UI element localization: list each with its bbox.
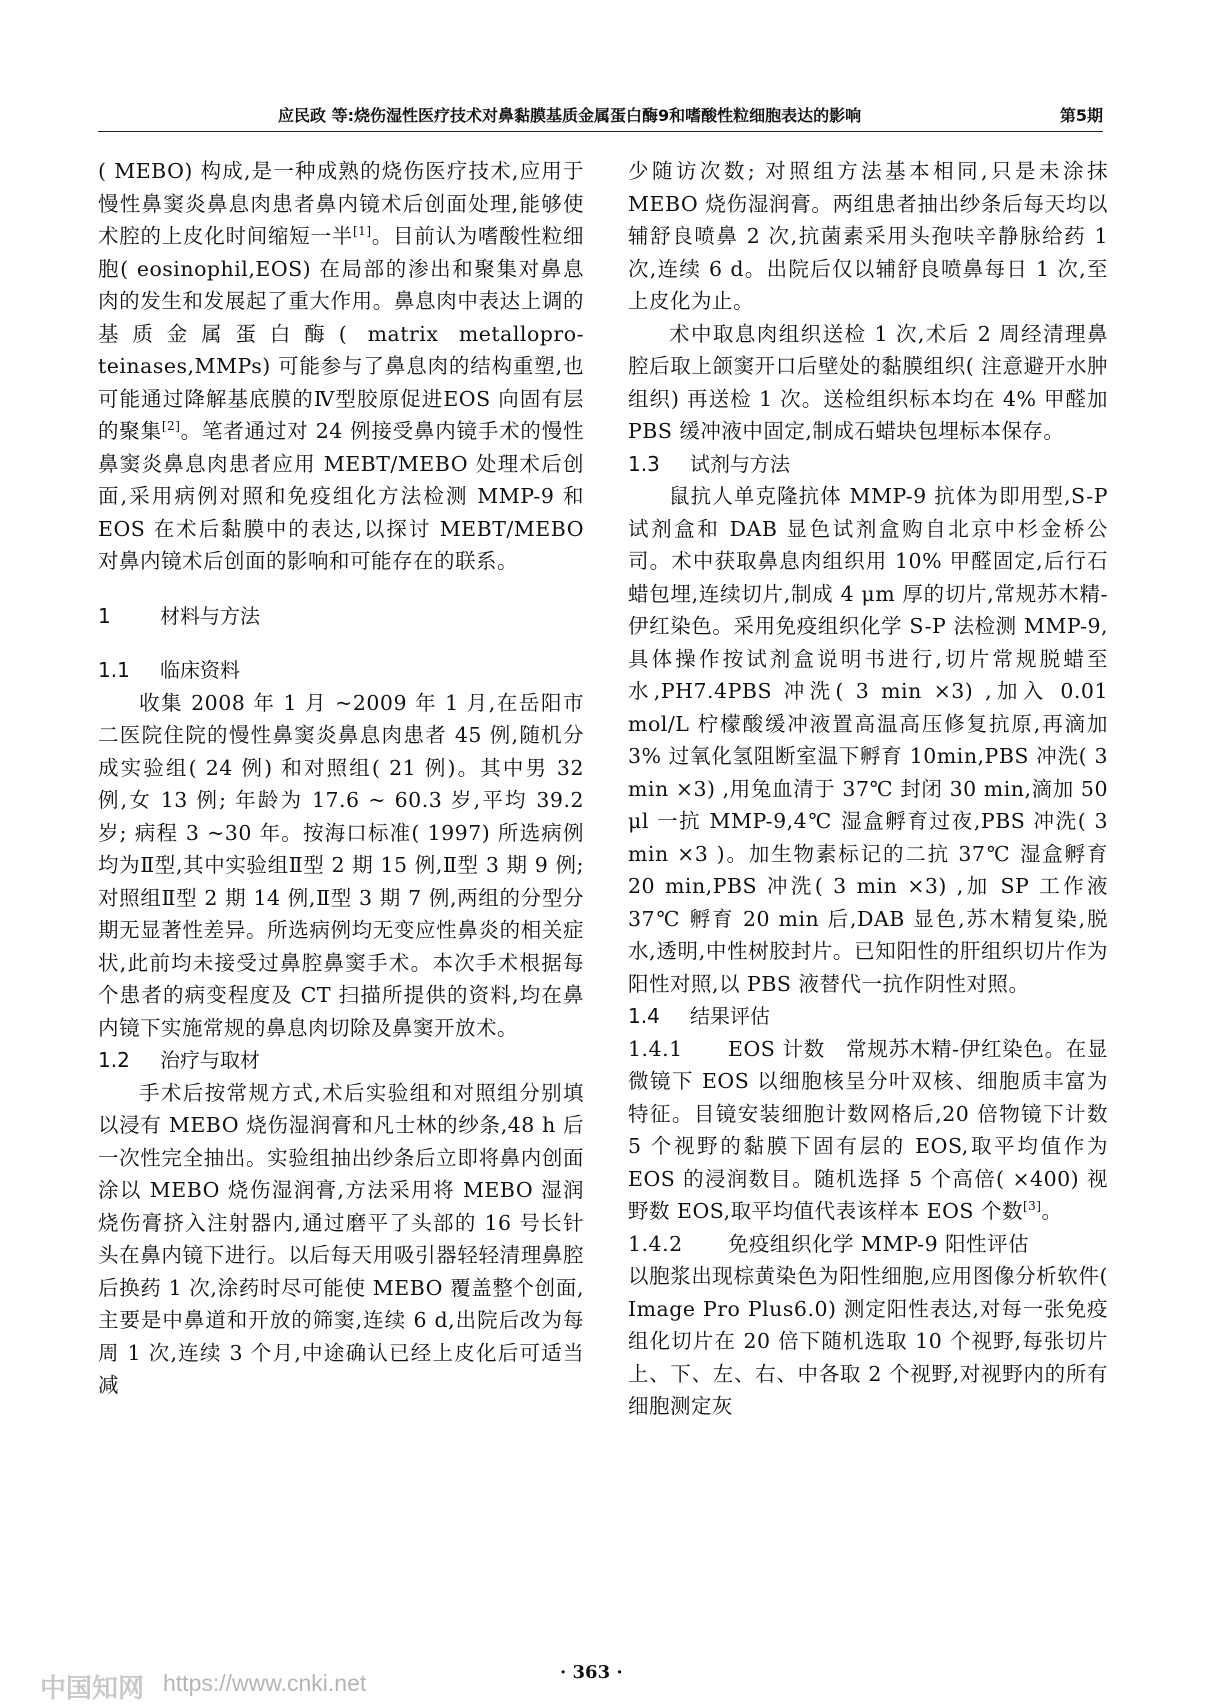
section-heading [98,600,584,633]
subsection-heading [98,1044,584,1077]
citation-ref: [3] [1022,1199,1042,1214]
page-number: · 363 · [560,1662,623,1683]
subsection-title: 治疗与取材 [160,1048,260,1072]
section-number: 1 [98,603,111,628]
cnki-logo: 中国知网 [40,1674,145,1704]
clinical-data-paragraph: 收集 2008 年 1 月 ~2009 年 1 月,在岳阳市二医院住院的慢性鼻窦炎鼻息肉患者 45 例,随机分成实验组( 24 例) 和对照组( 21 例)。其中男 32 例,女 13 例; 年龄为 17.6 ~ 60.3 岁,平均 39.2 岁; 病程 3 ~30 年。按海口标准( 1997) 所选病例均为Ⅱ型,其中实验组Ⅱ型 2 期 15 例,Ⅱ型 3 期 9 例; 对照组Ⅱ型 2 期 14 例,Ⅱ型 3 期 7 例,两组的分型分期无显著性差异。所选病例均无变应性鼻炎的相关症状,此前均未接受过鼻腔鼻窦手术。本次手术根据每个患者的病变程度及 CT 扫描所提供的资料,均在鼻内镜下实施常规的鼻息肉切除及鼻窦开放术。 [98,690,584,1040]
running-title: 应民政 等:烧伤湿性医疗技术对鼻黏膜基质金属蛋白酶9和嗜酸性粒细胞表达的影响 [278,106,862,125]
subsection-heading [98,654,584,687]
subsection-number: 1.4 [628,1004,660,1028]
mmp9-heading [628,1228,1108,1261]
running-header [98,103,1103,131]
issue-number: 第5期 [1059,106,1103,125]
subsection-number: 1.2 [98,1048,130,1072]
subsubsection-number: 1.4.1 [628,1036,683,1061]
header-rule [98,131,1103,132]
eos-count-text: 常规苏木精-伊红染色。在显微镜下 EOS 以细胞核呈分叶双核、细胞质丰富为特征。目镜安装细胞计数网格后,20 倍物镜下计数 5 个视野的黏膜下固有层的 EOS,取平均值作为 EOS 的浸润数目。随机选择 5 个高倍( ×400) 视野数 EOS,取平均值代表该样本 EOS 个数 [628,1036,1108,1223]
mmp9-paragraph: 以胞浆出现棕黄染色为阳性细胞,应用图像分析软件( Image Pro Plus6.0) 测定阳性表达,对每一张免疫组化切片在 20 倍下随机选取 10 个视野,每张切片上、下、左、右、中各取 2 个视野,对视野内的所有细胞测定灰 [628,1264,1108,1418]
citation-ref: [1] [353,224,372,239]
intro-text-a: ( MEBO) 构成,是一种成熟的烧伤医疗技术,应用于慢性鼻窦炎鼻息肉患者鼻内镜术后创面处理,能够使术腔的上皮化时间缩短一半 [98,159,584,248]
intro-text-c: 。笔者通过对 24 例接受鼻内镜手术的慢性鼻窦炎鼻息肉患者应用 MEBT/MEBO 处理术后创面,采用病例对照和免疫组化方法检测 MMP-9 和 EOS 在术后黏膜中的表达,以探讨 MEBT/MEBO 对鼻内镜术后创面的影响和可能存在的联系。 [98,419,584,573]
citation-ref: [2] [161,419,181,434]
subsection-title: 临床资料 [160,658,240,682]
intro-text-b: 。目前认为嗜酸性粒细胞( eosinophil,EOS) 在局部的渗出和聚集对鼻息肉的发生和发展起了重大作用。鼻息肉中表达上调的基质金属蛋白酶( matrix metallopro-teinases,MMPs) 可能参与了鼻息肉的结构重塑,也可能通过降解基底膜的Ⅳ型胶原促进EOS 向固有层的聚集 [98,224,584,443]
subsection-heading [628,1000,1108,1033]
subsection-heading [628,448,1108,481]
sampling-paragraph: 术中取息肉组织送检 1 次,术后 2 周经清理鼻腔后取上颌窦开口后壁处的黏膜组织( 注意避开水肿组织) 再送检 1 次。送检组织标本均在 4% 甲醛加 PBS 缓冲液中固定,制成石蜡块包埋标本保存。 [628,321,1108,443]
left-column [98,155,584,1402]
subsubsection-number: 1.4.2 [628,1231,683,1256]
reagents-paragraph: 鼠抗人单克隆抗体 MMP-9 抗体为即用型,S-P 试剂盒和 DAB 显色试剂盒购自北京中杉金桥公司。术中获取鼻息肉组织用 10% 甲醛固定,后行石蜡包埋,连续切片,制成 4 μm 厚的切片,常规苏木精-伊红染色。采用免疫组织化学 S-P 法检测 MMP-9,具体操作按试剂盒说明书进行,切片常规脱蜡至水,PH7.4PBS 冲洗( 3 min ×3) ,加入 0.01 mol/L 柠檬酸缓冲液置高温高压修复抗原,再滴加 3% 过氧化氢阻断室温下孵育 10min,PBS 冲洗( 3 min ×3) ,用兔血清于 37℃ 封闭 30 min,滴加 50 μl 一抗 MMP-9,4℃ 湿盒孵育过夜,PBS 冲洗( 3 min ×3 )。加生物素标记的二抗 37℃ 湿盒孵育 20 min,PBS 冲洗( 3 min ×3) ,加 SP 工作液 37℃ 孵育 20 min 后,DAB 显色,苏木精复染,脱水,透明,中性树胶封片。已知阳性的肝组织切片作为阳性对照,以 PBS 液替代一抗作阴性对照。 [628,484,1108,996]
right-column [628,155,1108,1423]
section-title: 材料与方法 [160,603,260,628]
eos-count-text-end: 。 [1041,1199,1063,1223]
treatment-paragraph-cont: 少随访次数; 对照组方法基本相同,只是未涂抹 MEBO 烧伤湿润膏。两组患者抽出纱条后每天均以辅舒良喷鼻 2 次,抗菌素采用头孢呋辛静脉给药 1 次,连续 6 d。出院后仅以辅舒良喷鼻每日 1 次,至上皮化为止。 [628,159,1108,313]
subsection-number: 1.3 [628,451,660,476]
watermark-footer [0,1660,1217,1702]
subsection-title: 结果评估 [690,1004,770,1028]
subsubsection-title: 免疫组织化学 MMP-9 阳性评估 [728,1231,1030,1256]
cnki-url: https://www.cnki.net [163,1670,367,1696]
treatment-paragraph: 手术后按常规方式,术后实验组和对照组分别填以浸有 MEBO 烧伤湿润膏和凡士林的纱条,48 h 后一次性完全抽出。实验组抽出纱条后立即将鼻内创面涂以 MEBO 烧伤湿润膏,方法采用将 MEBO 湿润烧伤膏挤入注射器内,通过磨平了头部的 16 号长针头在鼻内镜下进行。以后每天用吸引器轻轻清理鼻腔后换药 1 次,涂药时尽可能使 MEBO 覆盖整个创面,主要是中鼻道和开放的筛窦,连续 6 d,出院后改为每周 1 次,连续 3 个月,中途确认已经上皮化后可适当减 [98,1080,584,1397]
intro-paragraph [98,155,584,578]
subsection-title: 试剂与方法 [690,451,790,476]
subsection-number: 1.1 [98,658,130,682]
eos-count-paragraph [628,1033,1108,1228]
subsubsection-title: EOS 计数 [728,1036,825,1061]
